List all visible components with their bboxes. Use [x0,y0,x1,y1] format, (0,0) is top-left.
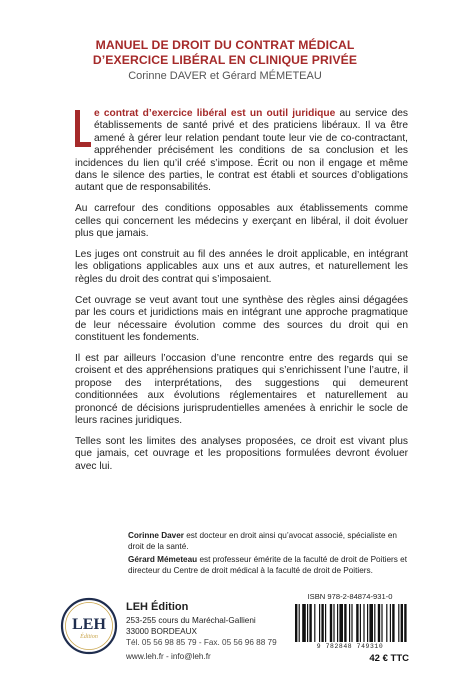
publisher-phone: Tél. 05 56 98 85 79 - Fax. 05 56 96 88 79 [126,637,277,647]
book-authors: Corinne DAVER et Gérard MÉMETEAU [128,70,322,82]
lead-paragraph [75,108,408,195]
barcode-bar [339,604,343,642]
lead-emphasis: e contrat d’exercice libéral est un outil juridique [94,108,336,119]
blurb-text [75,108,408,473]
barcode-bar [349,604,350,642]
barcode-bar [356,604,358,642]
barcode-bar [363,604,364,642]
publisher-logo [60,597,118,655]
blurb-paragraph: Cet ouvrage se veut avant tout une synthèse des règles ainsi dégagées par les cours et juridictions mais en intégrant une approche pragmatique de leur nécessaire évolution comme des sources du droit qui en constituent les fondements. [75,294,408,343]
author-bio-name: Corinne Daver [128,531,184,540]
barcode-bar [374,604,375,642]
barcode-bar [381,604,382,642]
barcode-bar [378,604,380,642]
title-block [20,38,430,83]
barcode-bar [302,604,306,642]
barcode-bar [333,604,334,642]
lead-rest: au service des établissements de santé privé et des praticiens libéraux. Il va être amené à gérer leur relation pendant toute leur vie de co-contractant, appréhender précisément les conditions de sa conclusion et les incidences du lien qu’il créé s’impose. Écrit ou non il engage et même dans le silence des parties, le contrat est établi et sources d’obligations autant que de responsabilités. [75,108,408,194]
barcode-bar [360,604,361,642]
barcode [291,603,409,643]
blurb-paragraph: Au carrefour des conditions opposables aux établissements comme celles qui concernent les médecins y exerçant en libéral, il doit évoluer plus que jamais. [75,203,408,240]
publisher-address-line-1: 253-255 cours du Maréchal-Gallieni [126,616,256,625]
barcode-bar [337,604,338,642]
barcode-bar [295,604,297,642]
logo-subtext: Édition [80,634,98,640]
isbn-block [291,592,409,665]
logo-text: LEH [72,616,106,633]
author-bio [128,531,408,552]
barcode-bar [390,604,391,642]
publisher-web[interactable]: www.leh.fr - info@leh.fr [126,652,211,662]
barcode-bar [299,604,300,642]
price: 42 € TTC [369,653,409,664]
barcode-bar [367,604,368,642]
barcode-bar [392,604,394,642]
author-bio [128,555,408,576]
barcode-bar [307,604,308,642]
publisher-address-line-2: 33000 BORDEAUX [126,626,197,636]
barcode-bar [330,604,332,642]
barcode-bar [309,604,311,642]
blurb-paragraph: Il est par ailleurs l’occasion d’une rencontre entre des regards qui se croisent et des appréhensions pratiques qui s’enrichissent l’une l’autre, il propose des interprétations, des suggestions qui demeurent conditionnées aux évolutions réglementaires et naturellement au prononcé de décisions jurisprudentielles amenées à enrichir le socle de leurs racines juridiques. [75,352,408,426]
barcode-digits: 9 782848 749310 [316,643,384,650]
book-title-line-1: MANUEL DE DROIT DU CONTRAT MÉDICAL [95,38,355,52]
book-title-line-2: D’EXERCICE LIBÉRAL EN CLINIQUE PRIVÉE [92,53,358,67]
blurb-paragraph: Telles sont les limites des analyses proposées, ce droit est vivant plus que jamais, cet ouvrage et les propositions formulées devront évoluer avec lui. [75,435,408,472]
dropcap [75,110,91,147]
publisher-name: LEH Édition [126,601,189,613]
author-bio-text: est docteur en droit ainsi qu’avocat associé, spécialiste en droit de la santé. [128,531,397,551]
barcode-bar [401,604,403,642]
barcode-bar [369,604,373,642]
barcode-bar [351,604,352,642]
author-bio-name: Gérard Mémeteau [128,555,198,565]
barcode-bar [321,604,323,642]
author-bio-text: est professeur émérite de la faculté de droit de Poitiers et directeur du Centre de droit médical à la faculté de droit de Poitiers. [128,555,407,575]
barcode-bar [319,604,320,642]
barcode-bar [314,604,315,642]
barcode-bar [386,604,387,642]
barcode-bar [344,604,346,642]
publisher-info [126,600,286,663]
author-bios [128,531,408,579]
dropcap-glyph [75,110,91,147]
barcode-bar [398,604,399,642]
isbn-label: ISBN 978-2-84874-931-0 [307,592,393,601]
barcode-bar [404,604,406,642]
barcode-bar [325,604,326,642]
blurb-paragraph: Les juges ont construit au fil des années le droit applicable, en intégrant les obligations applicables aux uns et aux autres, et naturellement les règles du droit des contrat qui s’imposaient. [75,249,408,285]
